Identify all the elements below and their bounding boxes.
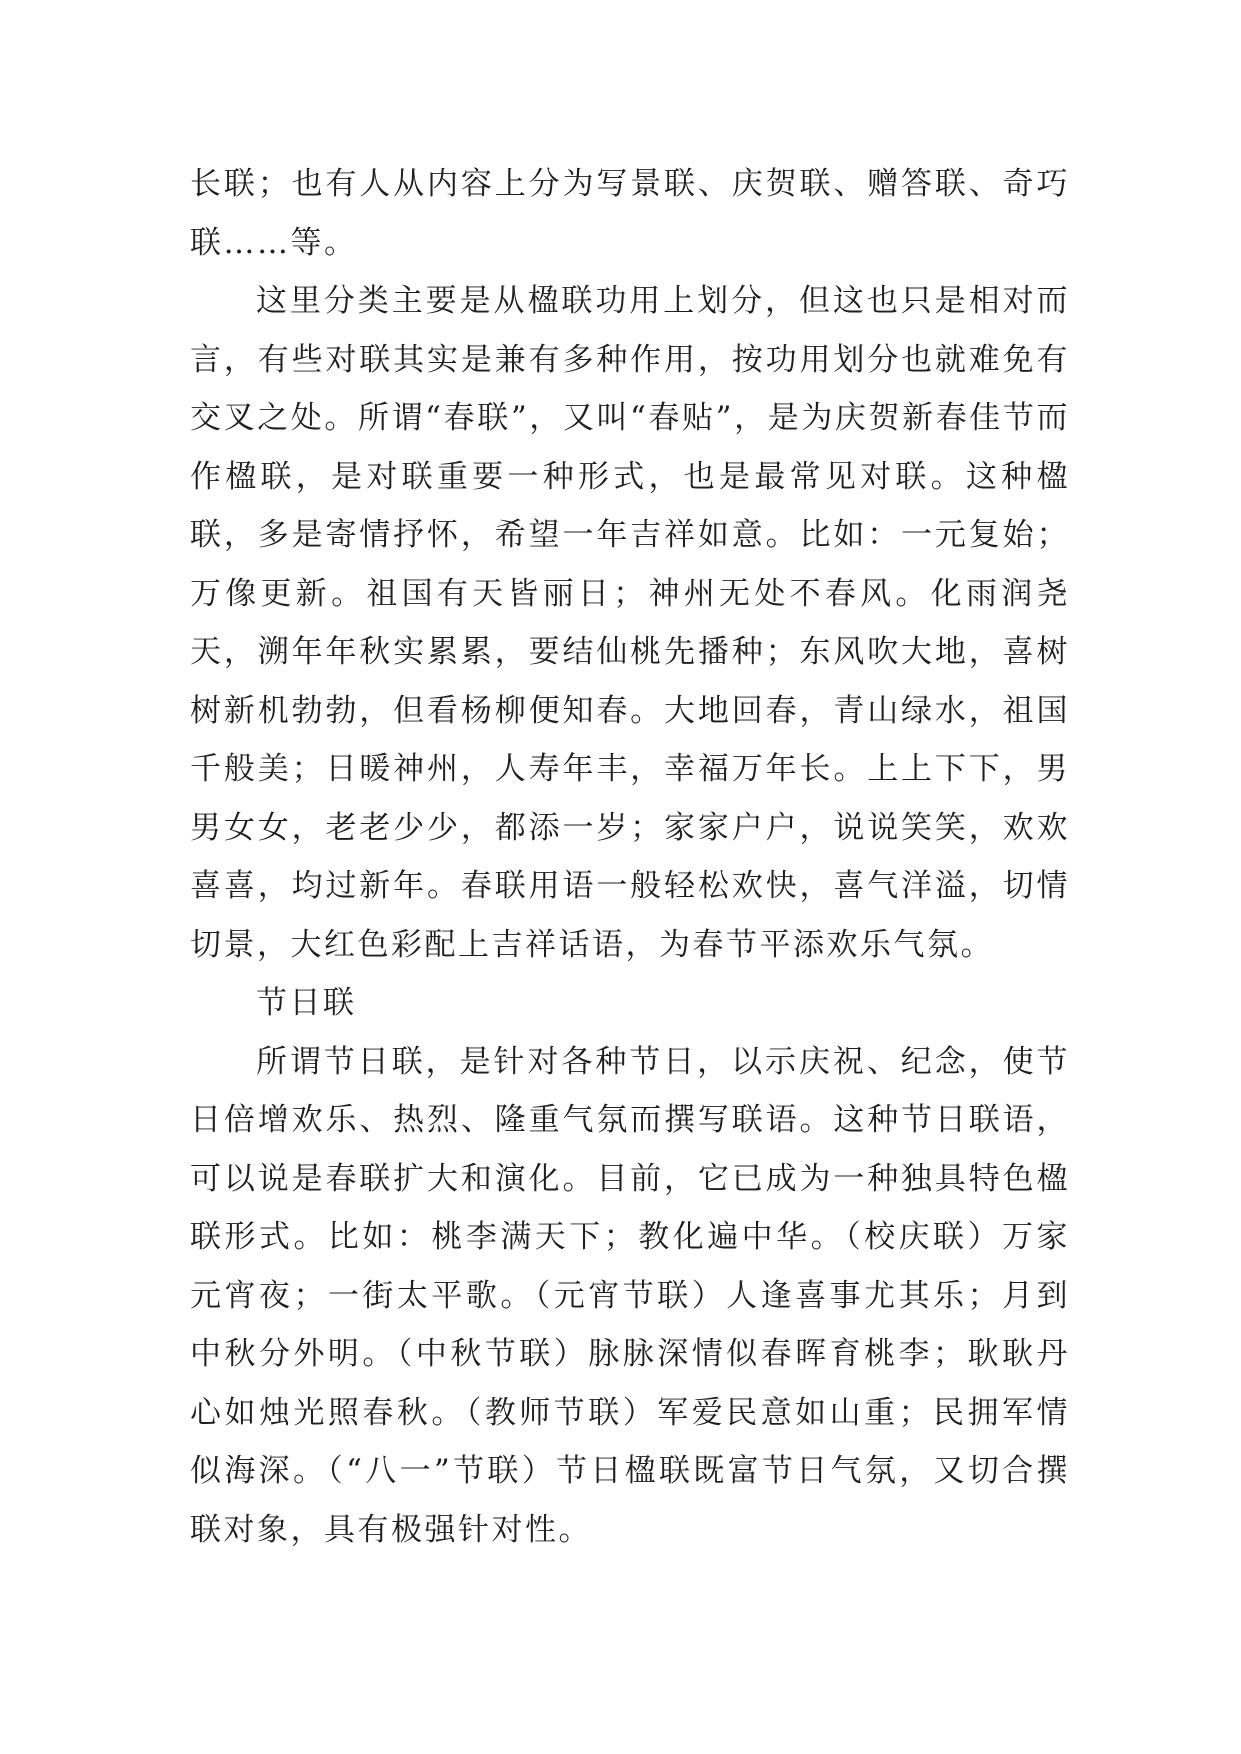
paragraph-continuation: 长联；也有人从内容上分为写景联、庆贺联、赠答联、奇巧联……等。 bbox=[190, 166, 1070, 261]
paragraph-couplet-classification: 这里分类主要是从楹联功用上划分，但这也只是相对而言，有些对联其实是兼有多种作用，按功用划分也就难免有交叉之处。所谓“春联”，又叫“春贴”，是为庆贺新春佳节而作楹联，是对联重要一种形式，也是最常见对联。这种楹联，多是寄情抒怀，希望一年吉祥如意。比如：一元复始；万像更新。祖国有天皆丽日；神州无处不春风。化雨润尧天，溯年年秋实累累，要结仙桃先播种；东风吹大地，喜树树新机勃勃，但看杨柳便知春。大地回春，青山绿水，祖国千般美；日暖神州，人寿年丰，幸福万年长。上上下下，男男女女，老老少少，都添一岁；家家户户，说说笑笑，欢欢喜喜，均过新年。春联用语一般轻松欢快，喜气洋溢，切情切景，大红色彩配上吉祥话语，为春节平添欢乐气氛。 bbox=[190, 283, 1070, 963]
document-body bbox=[190, 155, 1070, 1559]
section-heading: 节日联 bbox=[256, 985, 357, 1021]
paragraph-festival-couplets: 所谓节日联，是针对各种节日，以示庆祝、纪念，使节日倍增欢乐、热烈、隆重气氛而撰写联语。这种节日联语，可以说是春联扩大和演化。目前，它已成为一种独具特色楹联形式。比如：桃李满天下；教化遍中华。（校庆联）万家元宵夜；一街太平歌。（元宵节联）人逢喜事尤其乐；月到中秋分外明。（中秋节联）脉脉深情似春晖育桃李；耿耿丹心如烛光照春秋。（教师节联）军爱民意如山重；民拥军情似海深。（“八一”节联）节日楹联既富节日气氛，又切合撰联对象，具有极强针对性。 bbox=[190, 1043, 1070, 1548]
